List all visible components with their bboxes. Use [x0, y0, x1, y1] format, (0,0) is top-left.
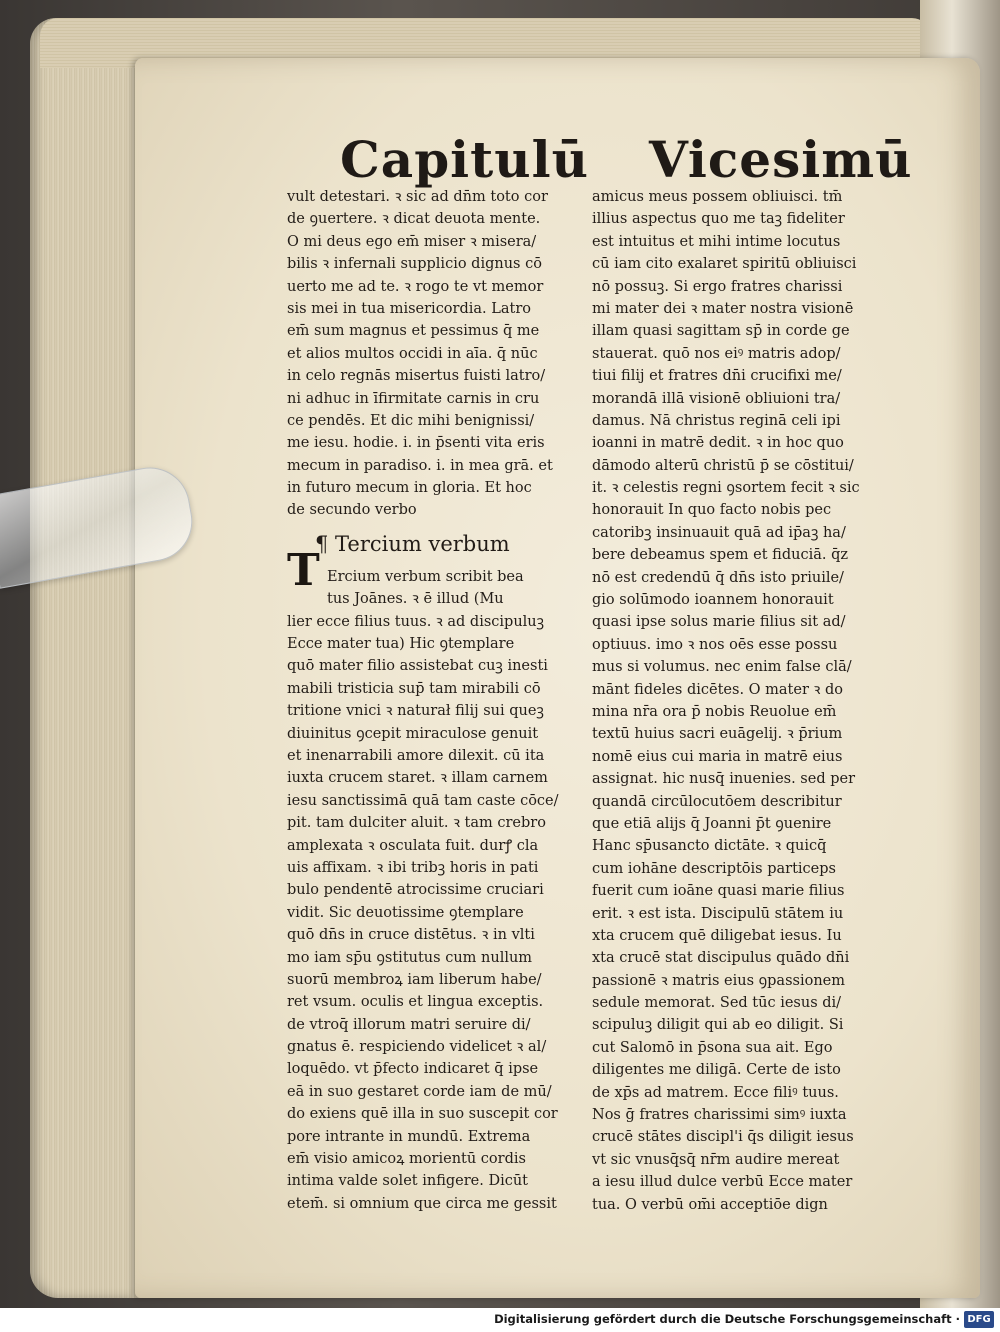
text-line: et alios multos occidi in aīa. q̄ nūc — [287, 345, 538, 362]
text-line: de secundo verbo — [287, 502, 417, 519]
text-line: gnatus ē. respiciendo videlicet ꝛ al/ — [287, 1039, 547, 1056]
text-line: Ecce mater tua) Hic ꝯtemplare — [287, 636, 515, 653]
text-line: assignat. hic nusq̄ inuenies. sed per — [592, 771, 856, 788]
text-line: uerto me ad te. ꝛ rogo te vt memor — [287, 278, 544, 295]
text-line: de xp̄s ad matrem. Ecce filiꝰ tuus. — [592, 1084, 839, 1101]
text-line: sedule memorat. Sed tūc iesus di/ — [592, 995, 842, 1012]
text-line: dāmodo alterū christū p̄ se cōstitui/ — [592, 457, 854, 474]
text-line: illam quasi sagittam sp̄ in corde ge — [592, 323, 850, 340]
text-line: mo iam sp̄u ꝯstitutus cum nullum — [287, 949, 533, 966]
text-line: diligentes me diligā. Certe de isto — [592, 1062, 841, 1079]
text-line: mina nr̄a ora p̄ nobis Reuolue em̄ — [592, 703, 837, 720]
dfg-logo: DFG — [964, 1311, 994, 1328]
text-line: quō dn̄s in cruce distētus. ꝛ in vlti — [287, 927, 535, 944]
text-line: bere debeamus spem et fiduciā. q̄z — [592, 547, 849, 564]
text-line: eā in suo gestaret corde iam de mū/ — [287, 1083, 552, 1100]
text-line: tritione vnici ꝛ naturał filij sui queꝫ — [287, 703, 544, 720]
text-line: stauerat. quō nos eiꝰ matris adop/ — [592, 345, 841, 362]
text-line: ce pendēs. Et dic mihi benignissi/ — [287, 412, 535, 429]
text-line: a iesu illud dulce verbū Ecce mater — [592, 1174, 853, 1191]
left-text-column — [287, 186, 587, 1215]
text-line: scipuluꝫ diligit qui ab eo diligit. Si — [592, 1017, 844, 1034]
right-column-lines — [592, 186, 892, 1216]
text-line: quandā circūlocutōem describitur — [592, 793, 842, 810]
text-line: intima valde solet infigere. Dicūt — [287, 1173, 529, 1190]
funding-credit: Digitalisierung gefördert durch die Deutsche Forschungsgemeinschaft · — [494, 1312, 960, 1326]
chapter-title-word-2: Vicesimū — [648, 130, 913, 189]
text-line: mecum in paradiso. i. in mea grā. et — [287, 457, 553, 474]
text-line: que etiā alijs q̄ Joanni p̄t ꝯuenire — [592, 815, 832, 832]
text-line: pit. tam dulciter aluit. ꝛ tam crebro — [287, 815, 546, 832]
text-line: crucē stātes discipl'i q̄s diligit iesus — [592, 1129, 854, 1146]
text-line: diuinitus ꝯcepit miraculose genuit — [287, 725, 539, 742]
text-line: iuxta crucem staret. ꝛ illam carnem — [287, 770, 548, 787]
left-column-top-lines — [287, 186, 587, 522]
text-line: etem̄. si omnium que circa me gessit — [287, 1195, 557, 1212]
text-line: honorauit In quo facto nobis pec — [592, 502, 832, 519]
text-line: ret vsum. oculis et lingua exceptis. — [287, 994, 544, 1011]
text-line: nomē eius cui maria in matrē eius — [592, 748, 843, 765]
text-line: cū iam cito exalaret spiritū obliuisci — [592, 256, 857, 273]
text-line: de ꝯuertere. ꝛ dicat deuota mente. — [287, 211, 541, 228]
text-line: et inenarrabili amore dilexit. cū ita — [287, 747, 545, 764]
text-line: iesu sanctissimā quā tam caste cōce/ — [287, 792, 559, 809]
text-line: passionē ꝛ matris eius ꝯpassionem — [592, 972, 845, 989]
text-line: O mi deus ego em̄ miser ꝛ misera/ — [287, 233, 537, 250]
text-line: xta crucē stat discipulus quādo dn̄i — [592, 950, 850, 967]
text-line: in futuro mecum in gloria. Et hoc — [287, 480, 532, 497]
text-line: loquēdo. vt p̄fecto indicaret q̄ ipse — [287, 1061, 539, 1078]
text-line: em̄ visio amicoꝝ morientū cordis — [287, 1151, 526, 1168]
text-line: quō mater filio assistebat cuꝫ inesti — [287, 658, 548, 675]
text-line: suorū membroꝝ iam liberum habe/ — [287, 971, 542, 988]
right-text-column — [592, 186, 892, 1216]
text-line: nō possuꝫ. Si ergo fratres charissi — [592, 278, 843, 295]
text-line: fuerit cum ioāne quasi marie filius — [592, 883, 845, 900]
text-line: vult detestari. ꝛ sic ad dn̄m toto cor — [287, 189, 548, 205]
text-line: catoribꝫ insinuauit quā ad ip̄aꝫ ha/ — [592, 524, 846, 541]
text-line: quasi ipse solus marie filius sit ad/ — [592, 614, 846, 631]
text-line: bulo pendentē atrocissime cruciari — [287, 882, 544, 899]
text-line: Ercium verbum scribit bea — [327, 568, 524, 585]
text-line: mi mater dei ꝛ mater nostra visionē — [592, 300, 854, 317]
chapter-title-word-1: Capitulū — [340, 130, 589, 189]
text-line: mabili tristicia sup̄ tam mirabili cō — [287, 680, 541, 697]
section-heading: ¶ Tercium verbum — [315, 531, 510, 556]
text-line: do exiens quē illa in suo suscepit cor — [287, 1106, 558, 1123]
text-line: de vtroq̄ illorum matri seruire di/ — [287, 1016, 531, 1033]
text-line: amplexata ꝛ osculata fuit. durꝭ cla — [287, 837, 539, 854]
text-line: optiuus. imo ꝛ nos oēs esse possu — [592, 636, 838, 653]
text-line: ni adhuc in īfirmitate carnis in cru — [287, 390, 540, 407]
text-line: it. ꝛ celestis regni ꝯsortem fecit ꝛ sic — [592, 480, 860, 497]
text-line: cut Salomō in p̄sona sua ait. Ego — [592, 1039, 833, 1056]
text-line: est intuitus et mihi intime locutus — [592, 233, 841, 250]
text-line: in celo regnās misertus fuisti latro/ — [287, 368, 546, 385]
text-line: bilis ꝛ infernali supplicio dignus cō — [287, 256, 542, 273]
text-line: tus Joānes. ꝛ ē illud (Mu — [327, 591, 504, 608]
text-line: vt sic vnusq̄sq̄ nr̄m audire mereat — [592, 1151, 840, 1168]
text-line: ioanni in matrē dedit. ꝛ in hoc quo — [592, 435, 844, 452]
text-line: Nos ḡ fratres charissimi simꝰ iuxta — [592, 1107, 847, 1124]
text-line: lier ecce filius tuus. ꝛ ad discipuluꝫ — [287, 613, 545, 630]
chapter-title — [340, 130, 913, 190]
text-line: morandā illā visionē obliuioni tra/ — [592, 390, 841, 407]
text-line: erit. ꝛ est ista. Discipulū stātem iu — [592, 905, 844, 922]
left-column-bottom-lines — [287, 566, 587, 1215]
text-line: mānt fideles dicētes. O mater ꝛ do — [592, 681, 843, 698]
text-line: tua. O verbū om̄i acceptiōe dign — [592, 1196, 828, 1213]
text-line: sis mei in tua misericordia. Latro — [287, 300, 532, 317]
text-line: illius aspectus quo me taꝫ fideliter — [592, 211, 845, 228]
text-line: xta crucem quē diligebat iesus. Iu — [592, 927, 842, 944]
text-line: nō est credendū q̄ dn̄s isto priuile/ — [592, 569, 844, 586]
drop-initial: T — [287, 545, 320, 596]
text-line: cum iohāne descriptōis particeps — [592, 860, 836, 877]
text-line: damus. Nā christus reginā celi ipi — [592, 412, 841, 429]
footer-bar — [0, 1308, 1000, 1332]
text-line: uis affixam. ꝛ ibi tribꝫ horis in pati — [287, 859, 539, 876]
text-line: gio solūmodo ioannem honorauit — [592, 592, 834, 609]
text-line: amicus meus possem obliuisci. tm̄ — [592, 189, 843, 205]
text-line: textū huius sacri euāgelij. ꝛ p̄rium — [592, 726, 843, 743]
text-line: tiui filij et fratres dn̄i crucifixi me/ — [592, 368, 842, 385]
text-line: Hanc sp̄usancto dictāte. ꝛ quicq̄ — [592, 838, 827, 855]
text-line: mus si volumus. nec enim false clā/ — [592, 659, 852, 676]
text-line: me iesu. hodie. i. in p̄senti vita eris — [287, 435, 545, 452]
text-line: em̄ sum magnus et pessimus q̄ me — [287, 323, 540, 340]
text-line: pore intrante in mundū. Extrema — [287, 1128, 531, 1145]
text-line: vidit. Sic deuotissime ꝯtemplare — [287, 904, 524, 921]
